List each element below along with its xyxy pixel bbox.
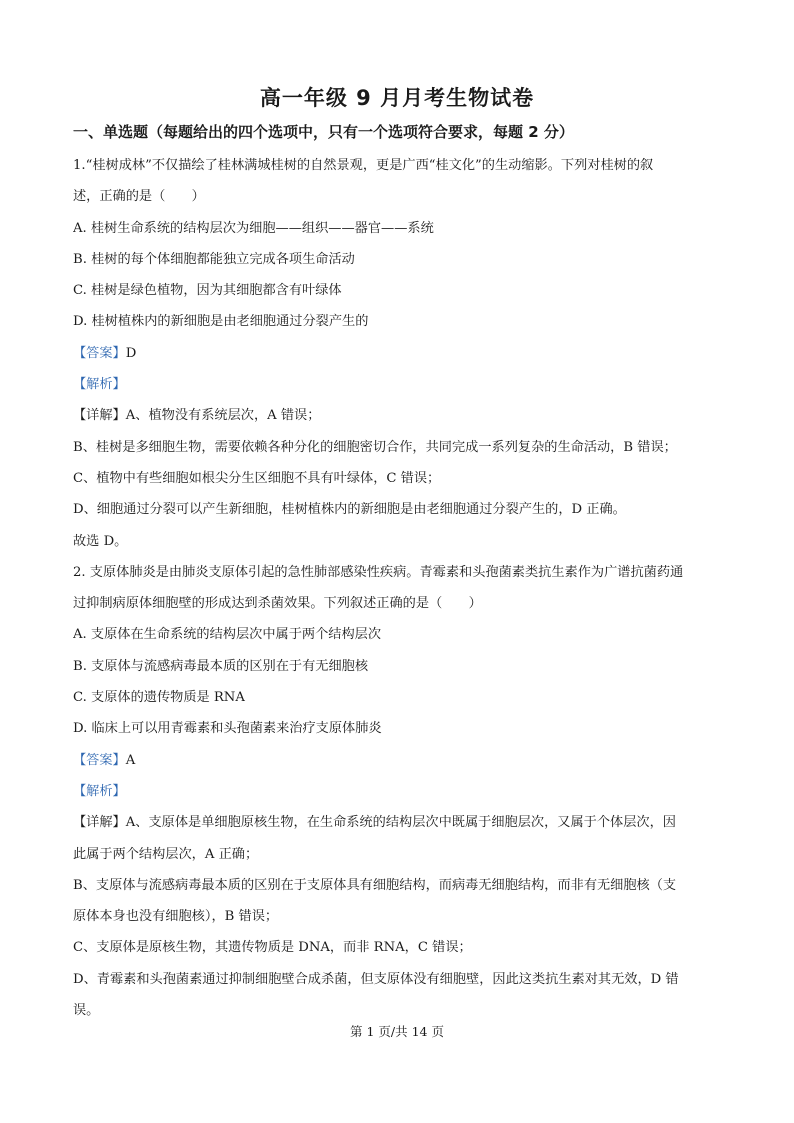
q2-detail-a-1 — [73, 807, 723, 838]
q2-option-d: D. 临床上可以用青霉素和头孢菌素来治疗支原体肺炎 — [73, 721, 382, 737]
q1-stem-line-1: 1.“桂树成林”不仅描绘了桂林满城桂树的自然景观，更是广西“桂文化”的生动缩影。下列对桂树的叙 — [73, 158, 654, 173]
page-title: 高一年级 9 月月考生物试卷 — [259, 86, 535, 110]
q1-detail-tag: 【详解】 — [73, 408, 126, 424]
q1-answer-tag: 【答案】 — [73, 345, 126, 361]
q1-detail-a-text: A、植物没有系统层次，A 错误； — [125, 408, 321, 424]
q2-detail-b-1: B、支原体与流感病毒最本质的区别在于支原体具有细胞结构，而病毒无细胞结构，而非有无细胞核（支 — [73, 877, 677, 893]
q1-detail-d: D、细胞通过分裂可以产生新细胞，桂树植株内的新细胞是由老细胞通过分裂产生的，D 正确。 — [73, 502, 626, 518]
q2-detail-d-1: D、青霉素和头孢菌素通过抑制细胞壁合成杀菌，但支原体没有细胞壁，因此这类抗生素对其无效，D 错 — [73, 971, 679, 987]
q2-stem-line-2: 过抑制病原体细胞壁的形成达到杀菌效果。下列叙述正确的是（ ） — [73, 596, 482, 612]
q2-option-c: C. 支原体的遗传物质是 RNA — [73, 690, 245, 706]
q2-detail-a-text: A、支原体是单细胞原核生物，在生命系统的结构层次中既属于细胞层次，又属于个体层次，因 — [125, 815, 676, 831]
q2-analysis-tag: 【解析】 — [73, 783, 126, 799]
q2-answer-tag: 【答案】 — [73, 752, 126, 768]
q1-conclusion: 故选 D。 — [73, 533, 128, 549]
q1-analysis — [73, 369, 723, 400]
q2-detail-d-2: 误。 — [73, 1003, 100, 1019]
q2-detail-b-2: 原体本身也没有细胞核），B 错误； — [73, 909, 279, 925]
q2-option-b: B. 支原体与流感病毒最本质的区别在于有无细胞核 — [73, 658, 369, 674]
q1-stem-line-2: 述，正确的是（ ） — [73, 189, 205, 205]
q1-analysis-tag: 【解析】 — [73, 377, 126, 393]
page-footer: 第 1 页/共 14 页 — [350, 1024, 444, 1039]
q1-option-a: A. 桂树生命系统的结构层次为细胞——组织——器官——系统 — [73, 220, 434, 236]
q1-answer — [73, 338, 723, 369]
q1-option-d: D. 桂树植株内的新细胞是由老细胞通过分裂产生的 — [73, 314, 369, 330]
q2-option-a: A. 支原体在生命系统的结构层次中属于两个结构层次 — [73, 627, 382, 643]
question-content — [73, 150, 723, 1026]
q1-detail-b: B、桂树是多细胞生物，需要依赖各种分化的细胞密切合作，共同完成一系列复杂的生命活动，B 错误； — [73, 439, 677, 455]
q1-answer-value: D — [125, 345, 137, 361]
q2-answer — [73, 745, 723, 776]
q2-analysis — [73, 776, 723, 807]
q1-detail-c: C、植物中有些细胞如根尖分生区细胞不具有叶绿体，C 错误； — [73, 470, 441, 486]
q1-option-b: B. 桂树的每个体细胞都能独立完成各项生命活动 — [73, 251, 355, 267]
q2-stem-line-1: 2. 支原体肺炎是由肺炎支原体引起的急性肺部感染性疾病。青霉素和头孢菌素类抗生素作为广谱抗菌药通 — [73, 564, 684, 580]
q2-detail-c: C、支原体是原核生物，其遗传物质是 DNA，而非 RNA，C 错误； — [73, 940, 472, 956]
section-header: 一、单选题（每题给出的四个选项中，只有一个选项符合要求，每题 2 分） — [73, 123, 574, 141]
q2-answer-value: A — [125, 752, 136, 768]
q2-detail-tag: 【详解】 — [73, 815, 126, 831]
q2-detail-a-2: 此属于两个结构层次，A 正确； — [73, 846, 259, 862]
q1-detail-a — [73, 400, 723, 431]
q1-option-c: C. 桂树是绿色植物，因为其细胞都含有叶绿体 — [73, 283, 342, 299]
